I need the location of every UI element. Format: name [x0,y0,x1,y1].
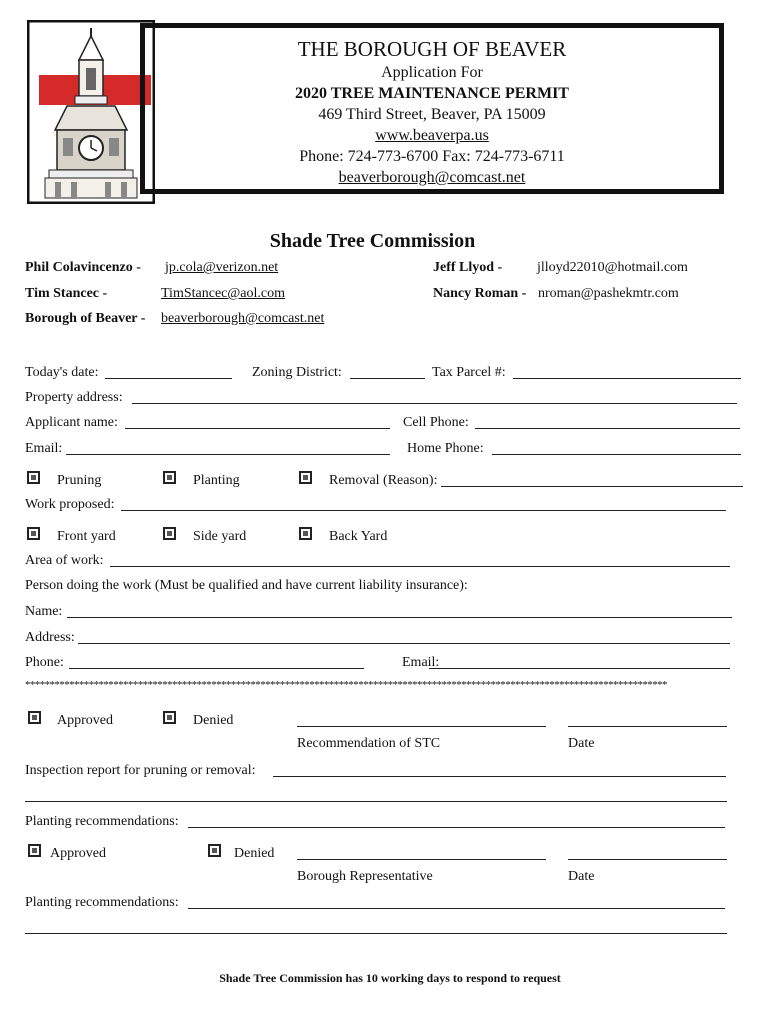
member-email: nroman@pashekmtr.com [538,286,679,301]
contractor-name-field[interactable] [67,617,732,618]
header-permit-title: 2020 TREE MAINTENANCE PERMIT [295,85,569,102]
header-address: 469 Third Street, Beaver, PA 15009 [318,106,546,123]
side-yard-label: Side yard [193,529,247,544]
home-phone-field[interactable] [492,454,741,455]
planting-recommendations-field-2[interactable] [188,908,725,909]
work-proposed-field[interactable] [121,510,726,511]
stc-signature-field[interactable] [297,726,546,727]
home-phone-label: Home Phone: [407,441,484,456]
pruning-checkbox[interactable] [27,471,40,484]
side-yard-checkbox[interactable] [163,527,176,540]
member-email-link[interactable]: beaverborough@comcast.net [161,311,325,326]
contractor-email-label: Email: [402,655,440,670]
stc-date-field[interactable] [568,726,727,727]
borough-approved-label: Approved [50,846,106,861]
member-name: Nancy Roman - [433,286,527,301]
work-proposed-label: Work proposed: [25,497,115,512]
stc-denied-checkbox[interactable] [163,711,176,724]
borough-signature-field[interactable] [297,859,546,860]
contractor-phone-label: Phone: [25,655,64,670]
applicant-name-label: Applicant name: [25,415,118,430]
planting-recommendations-field[interactable] [188,827,725,828]
email-label: Email: [25,441,63,456]
member-name: Tim Stancec - [25,286,108,301]
removal-checkbox[interactable] [299,471,312,484]
planting-recommendations-label: Planting recommendations: [25,814,179,829]
contractor-email-field[interactable] [429,668,730,669]
borough-denied-checkbox[interactable] [208,844,221,857]
property-address-field[interactable] [132,403,737,404]
header-title: THE BOROUGH OF BEAVER [297,37,567,61]
header-website-link[interactable]: www.beaverpa.us [375,127,489,144]
tax-parcel-field[interactable] [513,378,741,379]
member-name: Borough of Beaver - [25,311,146,326]
area-of-work-field[interactable] [110,566,730,567]
planting-label: Planting [193,473,240,488]
member-email-link[interactable]: jp.cola@verizon.net [165,260,279,275]
stc-date-caption: Date [568,736,595,751]
todays-date-field[interactable] [105,378,232,379]
stc-approved-checkbox[interactable] [28,711,41,724]
commission-heading: Shade Tree Commission [269,230,476,252]
planting-recommendations-label-2: Planting recommendations: [25,895,179,910]
back-yard-checkbox[interactable] [299,527,312,540]
planting-recommendations-field-3[interactable] [25,933,727,934]
inspection-report-label: Inspection report for pruning or removal: [25,763,256,778]
borough-date-field[interactable] [568,859,727,860]
borough-representative-caption: Borough Representative [297,869,433,884]
borough-denied-label: Denied [234,846,275,861]
contractor-address-label: Address: [25,630,75,645]
member-email-link[interactable]: TimStancec@aol.com [161,286,285,301]
property-address-label: Property address: [25,390,123,405]
back-yard-label: Back Yard [329,529,388,544]
stc-approved-label: Approved [57,713,113,728]
header-line1: Application For [381,64,483,81]
borough-logo [27,20,155,204]
zoning-district-label: Zoning District: [252,365,342,380]
cell-phone-label: Cell Phone: [403,415,469,430]
removal-reason-field[interactable] [441,486,743,487]
contractor-phone-field[interactable] [69,668,364,669]
zoning-district-field[interactable] [350,378,425,379]
contractor-name-label: Name: [25,604,63,619]
tax-parcel-label: Tax Parcel #: [432,365,506,380]
front-yard-label: Front yard [57,529,116,544]
contractor-address-field[interactable] [78,643,730,644]
applicant-name-field[interactable] [125,428,390,429]
person-doing-work-label: Person doing the work (Must be qualified and have current liability insurance): [25,578,468,593]
todays-date-label: Today's date: [25,365,99,380]
header-phone: Phone: 724-773-6700 Fax: 724-773-6711 [299,148,565,165]
member-name: Jeff Llyod - [433,260,503,275]
cell-phone-field[interactable] [475,428,740,429]
removal-label: Removal (Reason): [329,473,438,488]
separator-stars: *********************************************************************************************************************************** [25,679,667,691]
member-name: Phil Colavincenzo - [25,260,141,275]
pruning-label: Pruning [57,473,102,488]
email-field[interactable] [66,454,390,455]
area-of-work-label: Area of work: [25,553,104,568]
borough-approved-checkbox[interactable] [28,844,41,857]
stc-denied-label: Denied [193,713,234,728]
inspection-report-field-2[interactable] [25,801,727,802]
planting-checkbox[interactable] [163,471,176,484]
front-yard-checkbox[interactable] [27,527,40,540]
stc-recommendation-caption: Recommendation of STC [297,736,441,751]
header-email-link[interactable]: beaverborough@comcast.net [338,169,526,186]
footer-note: Shade Tree Commission has 10 working days to respond to request [219,971,561,985]
member-email: jlloyd22010@hotmail.com [537,260,688,275]
borough-date-caption: Date [568,869,595,884]
inspection-report-field[interactable] [273,776,726,777]
